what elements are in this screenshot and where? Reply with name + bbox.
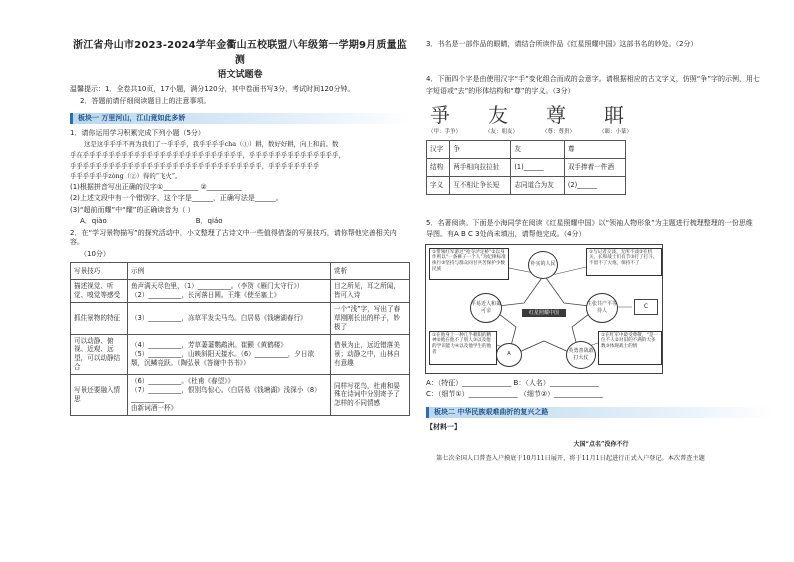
table-header: 争 — [450, 140, 511, 158]
q5-text-a: 5．名著阅读。下面是小海同学在阅读《红星照耀中国》以“领袖人物形象”为主题进行梳理整理的一份思维 — [426, 218, 753, 227]
table-cell: 互不相让争长短 — [450, 176, 511, 194]
table-header: 友 — [511, 140, 565, 158]
table-cell-technique: 抓住景物的特征 — [71, 302, 128, 334]
table-row — [71, 334, 410, 375]
table-cell: (2)______ — [564, 176, 625, 194]
table-cell: (1)______ — [511, 158, 565, 176]
table-cell-analysis: 同样写花鸟，杜甫和晏殊在诗词中分别寄予了怎样的不同情感 — [331, 375, 410, 416]
q1-part-b: (2)上述文段中有一个错别字，这个字是______，正确写法是______。 — [70, 194, 283, 203]
q2-score: （10分） — [80, 249, 110, 258]
seal-char: 爭 — [430, 103, 450, 128]
table-cell-example: （3）__________，冻草平发尖马鸟。白居易《钱塘湖春行》 — [128, 302, 331, 334]
seal-captions — [428, 129, 776, 136]
section-banner-2-label: 板块二 中华民族艰难曲折的复兴之路 — [434, 408, 549, 417]
seal-char: 聑 — [604, 103, 624, 128]
table-cell: 字义 — [427, 176, 450, 194]
table-header: 尊 — [564, 140, 625, 158]
mind-map-box-bottom-right: ①在红军中最受尊敬，“是一位不人②对旧的不满的大多数③体现战士的情 — [598, 331, 662, 365]
table-cell: 双手捧着一件酒 — [564, 158, 625, 176]
table-cell-example: 鱼声满天尽色里，（1）__________。（李贺《雁门太守行》） （2）__________，长河落日圆。王维《使至塞上》 — [128, 280, 331, 303]
q1-passage-d: 乎乎乎乎乎乎zòng（②）得的“飞火”。 — [70, 172, 182, 181]
q1-passage-c: 乎乎乎乎乎乎乎乎乎乎乎乎乎乎乎乎乎乎乎乎乎乎乎乎乎乎乎乎乎乎，乎乎乎乎乎乎乎乎 — [70, 161, 320, 170]
article-caption: 大国“点名”没你不行 — [573, 440, 629, 448]
mind-map-node-bottom-right: 英勇善战敢打大仗 — [566, 341, 596, 369]
notice-line-1: 温馨提示：1．全卷共10页，17小题，满分120分，其中卷面书写3分，考试时间120分钟。 — [70, 85, 355, 94]
q1-passage-b: 乎在乎乎乎乎乎乎乎乎乎乎乎乎乎乎乎乎乎乎乎乎乎乎乎乎乎，乎乎乎乎乎乎乎乎乎乎乎乎乎乎， — [70, 151, 345, 160]
table-header: 示例 — [128, 263, 331, 280]
seal-char: 友 — [488, 103, 508, 128]
table-cell-analysis: 目之所见，耳之所闻，皆可入诗 — [331, 280, 410, 303]
table-cell-technique: 写景还要融入情思 — [71, 375, 128, 416]
exam-title: 浙江省舟山市2023-2024学年金衢山五校联盟八年级第一学期9月质量监测 — [73, 40, 407, 66]
character-table — [426, 140, 626, 195]
table-row — [71, 375, 410, 416]
q1-options: A．qiào B．qiáo — [80, 217, 223, 226]
article-first-line: 第七次全国人口普查入户摸底于10月11日展开，将于11月1日起进行正式入户登记。本次普查主题 — [436, 455, 705, 463]
table-cell: 结构 — [427, 158, 450, 176]
q5-fill-2: C：（细节①）______________ （细节②）______________ — [426, 390, 604, 399]
table-cell-example: （6）__________。《杜甫《春望》》 （7）__________，恨别鸟惊心。（白居易《钱塘湖》浅深小（8）__________ 由新词酒一杯》 — [128, 375, 331, 416]
mind-map-box-top-left: ①带领红军游过“抢夺泸定桥”②以身作则以“一条裤子一个人”为纪律标准执行③坚持与群众同甘共苦保护少数民族 — [429, 248, 509, 280]
mind-map-center: 红星照耀中国 — [522, 309, 566, 317]
exam-subtitle: 语文试题卷 — [217, 70, 263, 80]
seal-caption: （友：朋友） — [485, 129, 519, 136]
right-column — [426, 38, 776, 465]
left-column — [70, 38, 410, 416]
q4-text-b: 字短语或“去”的形体结构和“尊”的字义。（3分） — [426, 86, 575, 95]
section-banner-2 — [426, 405, 776, 419]
mind-map-node-left: 平易近人和蔼可亲 — [470, 293, 502, 323]
section-banner-1-label: 板块一 万里河山，江山竟如此多娇 — [78, 114, 186, 123]
table-row — [71, 280, 410, 303]
table-header: 赏析 — [331, 263, 410, 280]
q2-stem: 2．在“学习景物描写”的探究活动中，小文整理了古诗文中一些值得借鉴的写景技巧，请你帮他完善相关内容。 — [70, 228, 397, 247]
table-row — [427, 158, 626, 176]
seal-caption: （尊：尊贵） — [542, 129, 576, 136]
table-cell-example: （4）__________，芳草萋萋鹦鹉洲。崔颢《黄鹤楼》 （5）__________，山映斜阳天接水。（6）__________，夕日欲颓，沉鳞竞跃。（陶弘景《答谢中书书》） — [128, 334, 331, 375]
notice-line-2: 2．答题前请仔细阅读题目上的注意事项。 — [80, 96, 211, 105]
mind-map-node-right: 主张共产平等待人 — [586, 293, 618, 323]
table-cell-technique: 描述视觉、听觉、嗅觉等感受 — [71, 280, 128, 303]
q5-text-b: 导图。有A B C 3处尚未填出，请帮他完成。（4分） — [426, 230, 586, 239]
table-cell: 两手相向拉拉扯 — [450, 158, 511, 176]
mind-map-node-top: 朴实的人民 — [528, 251, 558, 279]
technique-table — [70, 262, 410, 416]
mind-map-node-bottom-left: A — [496, 343, 522, 367]
seal-caption: （聑：小篆） — [599, 129, 633, 136]
q3-text: 3．书名是一部作品的眼睛，请结合所读作品《红星照耀中国》这部书名的妙处。（2分） — [426, 40, 698, 48]
q1-part-a: (1)根据拼音写出正确的汉字①__________ ②__________ — [70, 183, 242, 192]
seal-characters — [430, 102, 776, 129]
seal-char: 尊 — [546, 103, 566, 128]
table-header: 汉字 — [427, 140, 450, 158]
q1-passage-a: 这是这乎乎乎不再为我们了一乎乎乎，我乎乎乎乎cha（①）耕，数好好耕，向上和前。数 — [84, 140, 339, 149]
table-header: 写景技巧 — [71, 263, 128, 280]
material-label: 【材料一】 — [426, 423, 461, 432]
seal-caption: （甲：手争） — [428, 129, 462, 136]
q1-part-c: (3)“超前而耀”中“耀”的正确读音为（ ） — [70, 205, 195, 214]
mind-map-box-c: C — [634, 299, 658, 315]
table-cell: 志同道合为友 — [511, 176, 565, 194]
table-row — [71, 302, 410, 334]
mind-map-box-top-right: ①与记者交谈，无所不谈②在机关，长和战士们有节③打了打斗、不留不了大炮，保持不了 — [586, 248, 662, 276]
q1-stem: 1．请你运用学习积累完成下列小题（5分） — [70, 129, 205, 138]
mind-map-box-bottom-left: ①在他身上一种几乎朝阳的精神②他在他不了别人③以及他的学识能力④以及他学生的他者 — [429, 331, 497, 365]
table-cell-technique: 可以动静、俯视、近观、远望，可以动静结合 — [71, 334, 128, 375]
q5-fill-1: A：（特征）______________ B：（人名）______________ — [426, 378, 599, 387]
section-banner-1 — [70, 111, 410, 125]
table-cell-analysis: 借景为止，远近错落美景；动静之中，山林自有意趣 — [331, 334, 410, 375]
mind-map — [425, 244, 663, 374]
table-cell-analysis: 一个“浅”字，写出了春草刚刚长出的样子，妙极了 — [331, 302, 410, 334]
q4-text-a: 4．下面四个字是由使用汉字“手”变化组合而成的会意字。请根据相应的古文字义，仿照“争”字的示例，用七 — [426, 75, 760, 84]
table-row — [427, 176, 626, 194]
